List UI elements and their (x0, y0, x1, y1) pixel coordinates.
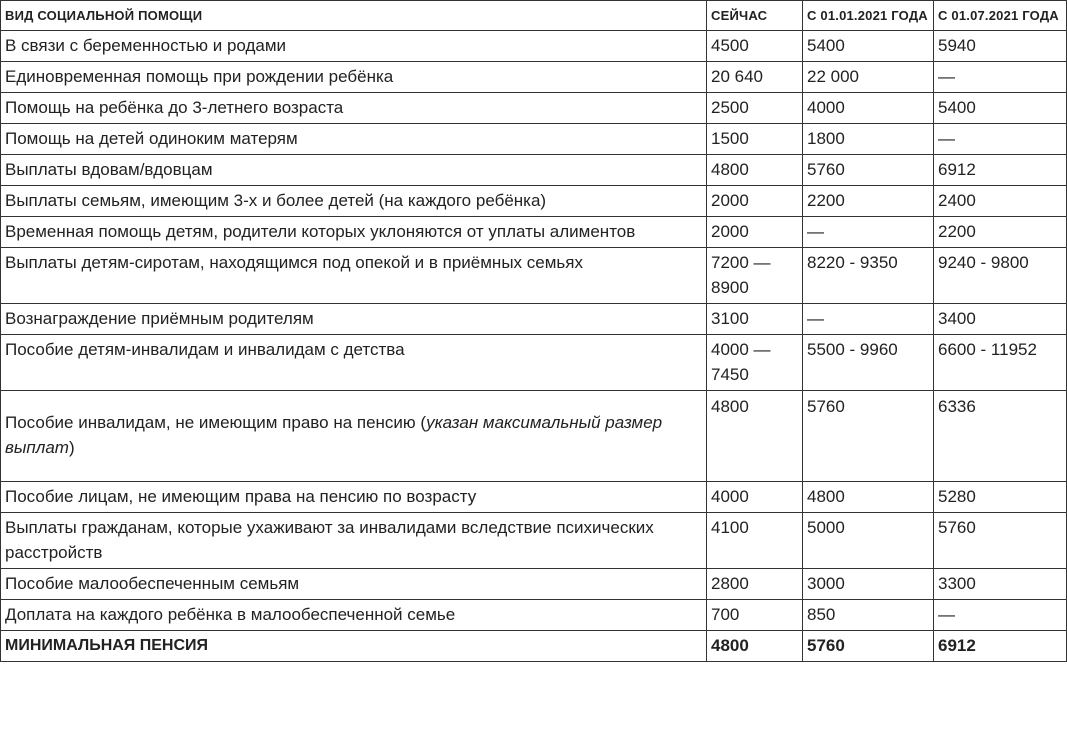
value-jan-2021: 5760 (803, 631, 934, 662)
aid-name: Выплаты семьям, имеющим 3-х и более детей (на каждого ребёнка) (1, 186, 707, 217)
value-now: 4800 (707, 391, 803, 482)
value-jul-2021: 6912 (934, 631, 1067, 662)
table-row (1, 335, 1067, 391)
value-now: 20 640 (707, 62, 803, 93)
table-row (1, 600, 1067, 631)
value-now: 2000 (707, 217, 803, 248)
table-row (1, 304, 1067, 335)
table-row (1, 186, 1067, 217)
value-now: 4000 (707, 482, 803, 513)
value-jul-2021: — (934, 600, 1067, 631)
aid-name: Пособие малообеспеченным семьям (1, 569, 707, 600)
value-jan-2021: 5500 - 9960 (803, 335, 934, 391)
aid-name: МИНИМАЛЬНАЯ ПЕНСИЯ (1, 631, 707, 662)
value-jan-2021: 4000 (803, 93, 934, 124)
value-now: 4800 (707, 155, 803, 186)
table-header (1, 1, 1067, 31)
value-jan-2021: 850 (803, 600, 934, 631)
value-jan-2021: 5760 (803, 155, 934, 186)
value-now: 4800 (707, 631, 803, 662)
value-now: 2000 (707, 186, 803, 217)
value-jan-2021: 8220 - 9350 (803, 248, 934, 304)
value-jan-2021: 22 000 (803, 62, 934, 93)
value-jan-2021: 1800 (803, 124, 934, 155)
value-now: 2500 (707, 93, 803, 124)
value-now: 700 (707, 600, 803, 631)
header-aid-type: ВИД СОЦИАЛЬНОЙ ПОМОЩИ (1, 1, 707, 31)
value-jan-2021: 4800 (803, 482, 934, 513)
value-now: 7200 — 8900 (707, 248, 803, 304)
value-now: 4500 (707, 31, 803, 62)
header-jul-2021: С 01.07.2021 ГОДА (934, 1, 1067, 31)
aid-name: В связи с беременностью и родами (1, 31, 707, 62)
value-jan-2021: 3000 (803, 569, 934, 600)
value-jan-2021: 5400 (803, 31, 934, 62)
value-jan-2021: 5760 (803, 391, 934, 482)
aid-name-text-end: ) (68, 437, 75, 457)
value-jul-2021: 3400 (934, 304, 1067, 335)
table-row (1, 93, 1067, 124)
value-jul-2021: 2200 (934, 217, 1067, 248)
aid-name (1, 391, 707, 482)
aid-name: Пособие лицам, не имеющим права на пенсию по возрасту (1, 482, 707, 513)
table-row (1, 248, 1067, 304)
value-now: 2800 (707, 569, 803, 600)
header-jan-2021: С 01.01.2021 ГОДА (803, 1, 934, 31)
value-jul-2021: 5280 (934, 482, 1067, 513)
table-row (1, 124, 1067, 155)
value-jul-2021: 2400 (934, 186, 1067, 217)
table-row (1, 391, 1067, 482)
value-jan-2021: 2200 (803, 186, 934, 217)
table-row (1, 217, 1067, 248)
header-row (1, 1, 1067, 31)
value-jan-2021: 5000 (803, 513, 934, 569)
aid-name: Единовременная помощь при рождении ребёнка (1, 62, 707, 93)
value-jul-2021: 6336 (934, 391, 1067, 482)
aid-name: Помощь на ребёнка до 3-летнего возраста (1, 93, 707, 124)
value-now: 4100 (707, 513, 803, 569)
value-jul-2021: 3300 (934, 569, 1067, 600)
aid-name: Пособие детям-инвалидам и инвалидам с детства (1, 335, 707, 391)
value-now: 3100 (707, 304, 803, 335)
table-row (1, 513, 1067, 569)
value-jul-2021: 5400 (934, 93, 1067, 124)
table-row (1, 569, 1067, 600)
header-now: СЕЙЧАС (707, 1, 803, 31)
value-jul-2021: 9240 - 9800 (934, 248, 1067, 304)
table-body (1, 31, 1067, 662)
table-row (1, 155, 1067, 186)
aid-name-text: Пособие инвалидам, не имеющим право на пенсию ( (5, 412, 427, 432)
aid-name-note: указан максимальный размер выплат (5, 412, 663, 457)
aid-name: Вознаграждение приёмным родителям (1, 304, 707, 335)
value-jan-2021: — (803, 217, 934, 248)
value-jul-2021: 5760 (934, 513, 1067, 569)
aid-name: Выплаты гражданам, которые ухаживают за инвалидами вследствие психических расстройств (1, 513, 707, 569)
value-now: 4000 — 7450 (707, 335, 803, 391)
table-row-total (1, 631, 1067, 662)
aid-name: Выплаты вдовам/вдовцам (1, 155, 707, 186)
value-jan-2021: — (803, 304, 934, 335)
value-now: 1500 (707, 124, 803, 155)
value-jul-2021: 5940 (934, 31, 1067, 62)
table-row (1, 31, 1067, 62)
aid-name: Помощь на детей одиноким матерям (1, 124, 707, 155)
value-jul-2021: — (934, 124, 1067, 155)
value-jul-2021: 6600 - 11952 (934, 335, 1067, 391)
aid-name: Доплата на каждого ребёнка в малообеспеченной семье (1, 600, 707, 631)
aid-name: Выплаты детям-сиротам, находящимся под опекой и в приёмных семьях (1, 248, 707, 304)
table-row (1, 482, 1067, 513)
aid-name: Временная помощь детям, родители которых уклоняются от уплаты алиментов (1, 217, 707, 248)
table-row (1, 62, 1067, 93)
value-jul-2021: — (934, 62, 1067, 93)
value-jul-2021: 6912 (934, 155, 1067, 186)
